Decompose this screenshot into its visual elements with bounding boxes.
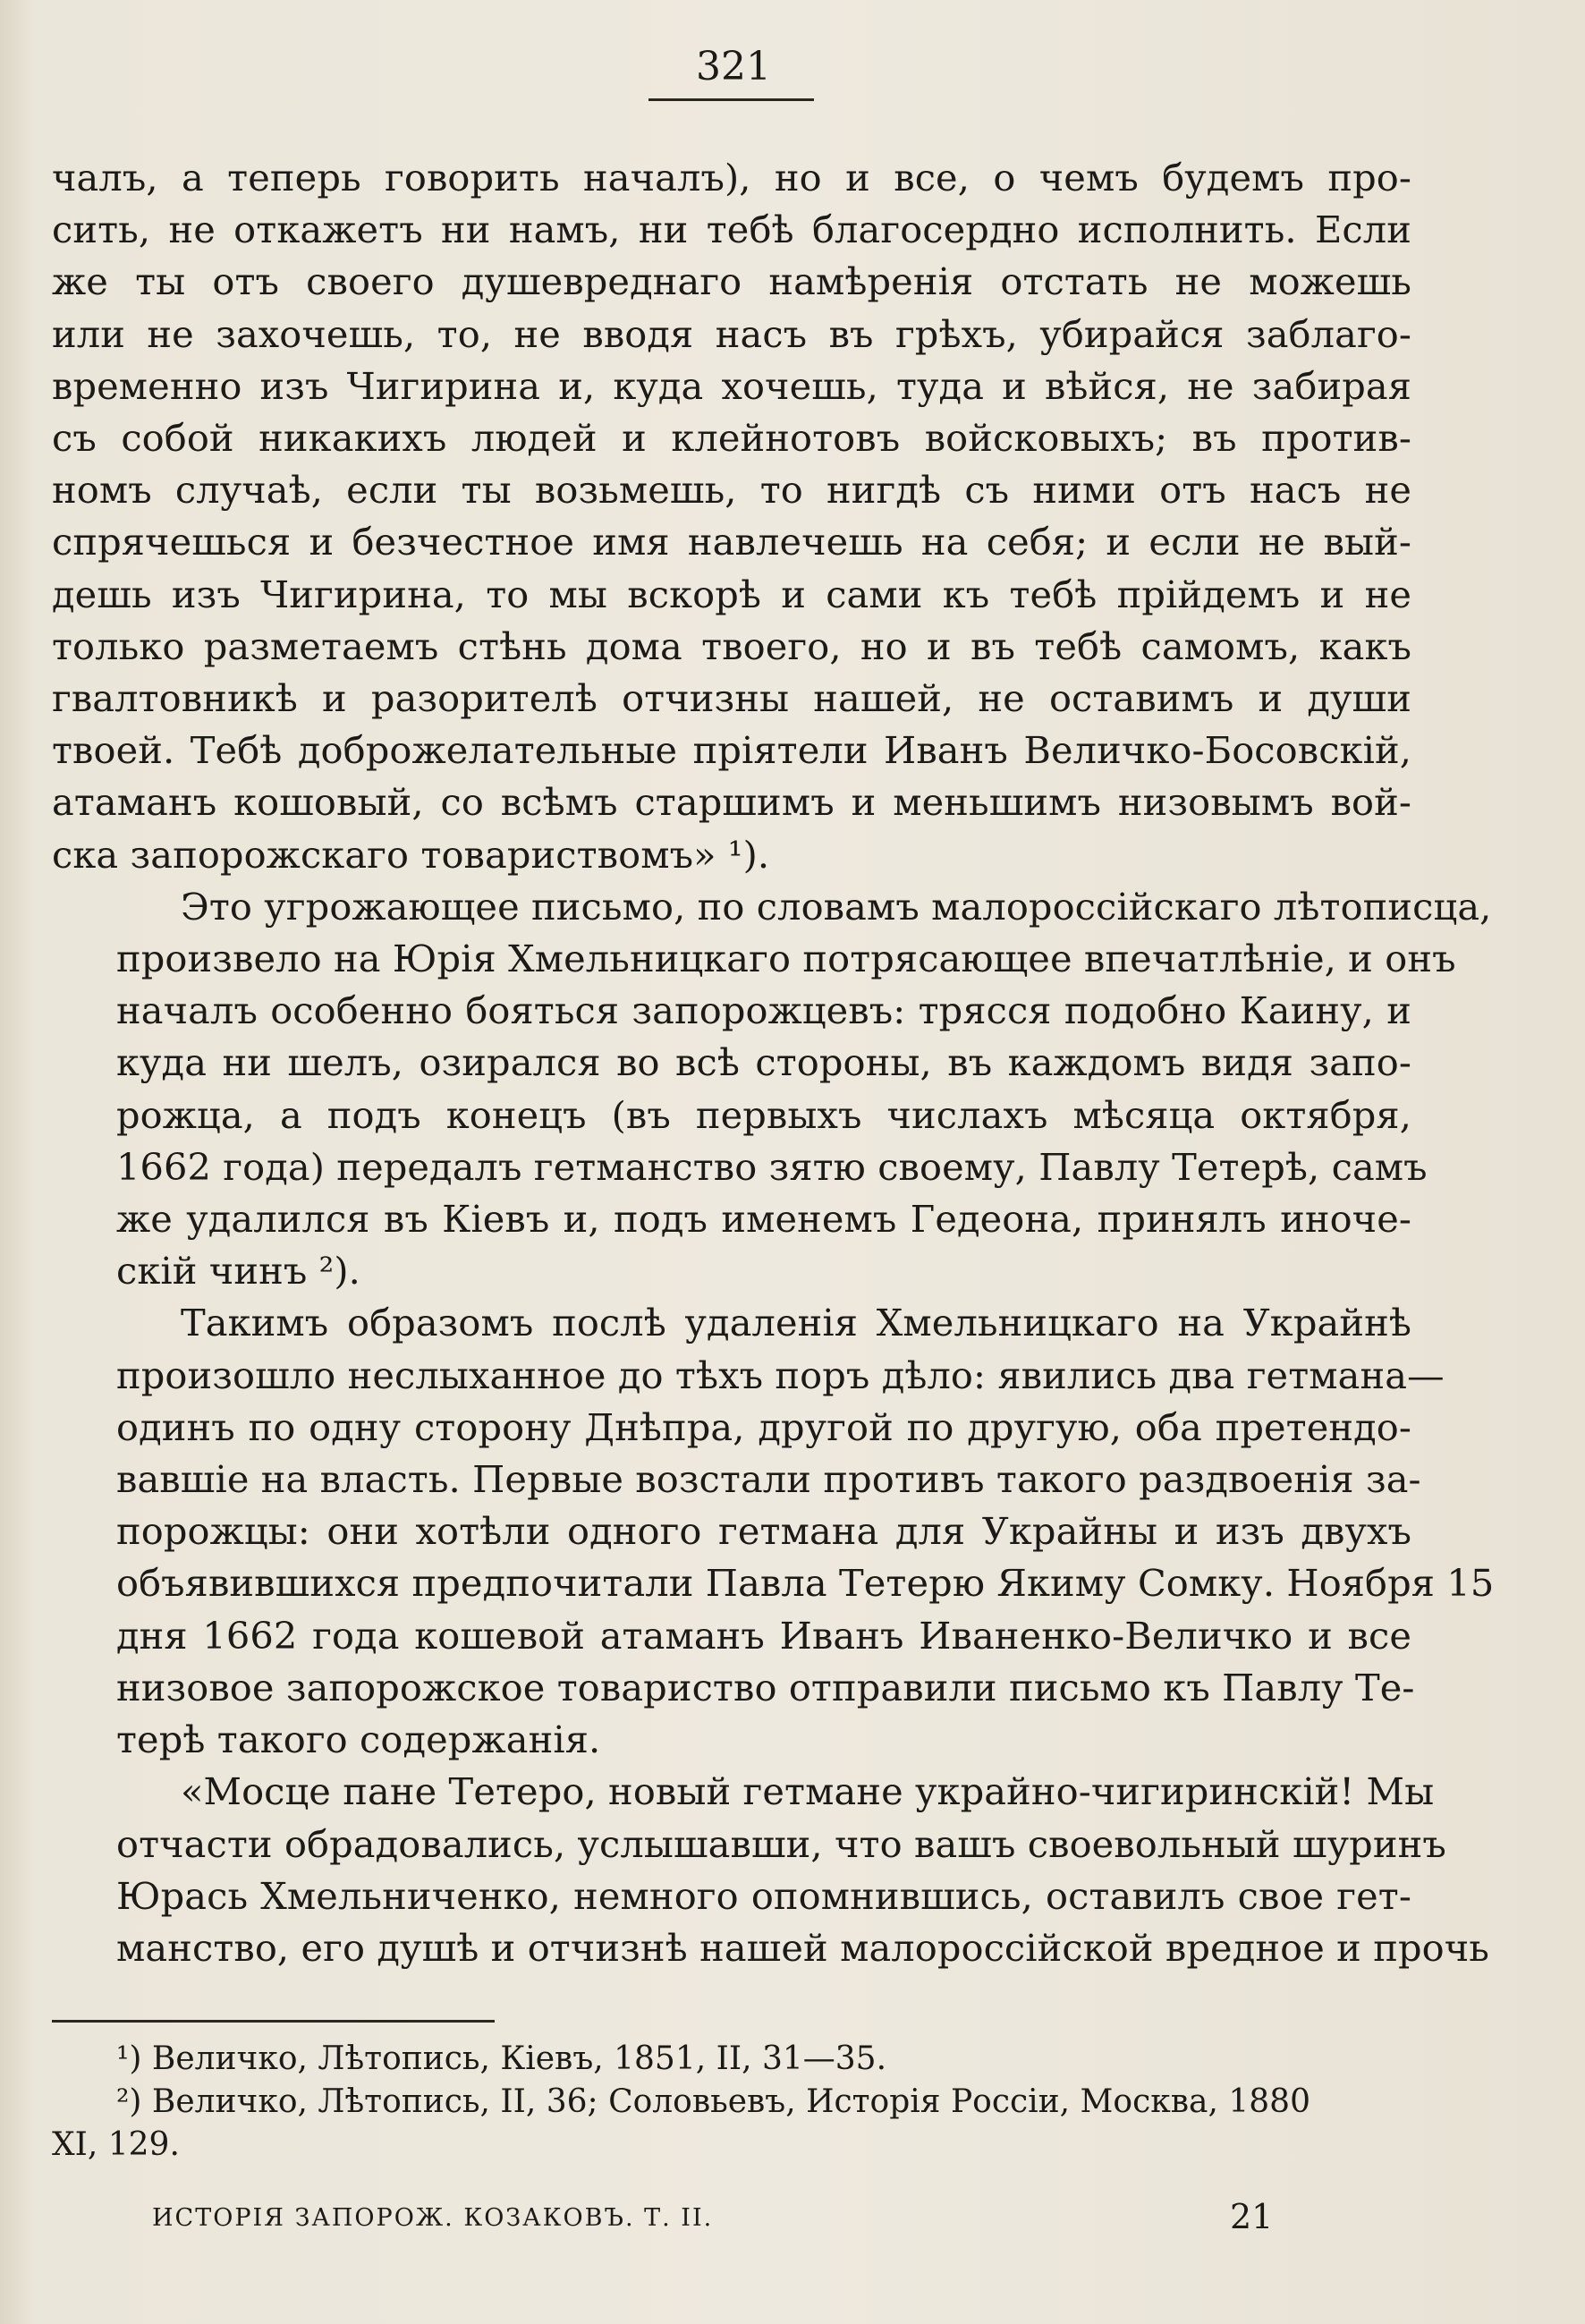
footnote-rule — [52, 2020, 495, 2023]
text-line: куда ни шелъ, озирался во всѣ стороны, въ каждомъ видя запо- — [116, 1040, 1411, 1085]
text-line: дня 1662 года кошевой атаманъ Иванъ Иваненко-Величко и все — [116, 1613, 1411, 1658]
text-line: атаманъ кошовый, со всѣмъ старшимъ и меньшимъ низовымъ вой- — [52, 780, 1411, 825]
text-line: объявившихся предпочитали Павла Тетерю Якиму Сомку. Ноября 15 — [116, 1561, 1495, 1606]
footnote-1: ¹) Величко, Лѣтопись, Кіевъ, 1851, II, 31—35. — [116, 2040, 887, 2077]
paragraph — [52, 1297, 1495, 1766]
text-line: сить, не откажетъ ни намъ, ни тебѣ благосердно исполнить. Если — [52, 208, 1411, 252]
text-line: номъ случаѣ, если ты возьмешь, то нигдѣ съ ними отъ насъ не — [52, 468, 1411, 513]
text-line: произвело на Юрія Хмельницкаго потрясающее впечатлѣніе, и онъ — [116, 937, 1456, 981]
text-line: съ собой никакихъ людей и клейнотовъ войсковыхъ; въ против- — [52, 416, 1411, 461]
signature-line: ИСТОРІЯ ЗАПОРОЖ. КОЗАКОВЪ. Т. II. — [152, 2204, 714, 2232]
text-line: скій чинъ ²). — [116, 1249, 360, 1293]
text-line: твоей. Тебѣ доброжелательные пріятели Иванъ Величко-Босовскій, — [52, 728, 1411, 773]
text-line: Юрась Хмельниченко, немного опомнившись, оставилъ свое гет- — [116, 1873, 1411, 1918]
text-line: терѣ такого содержанія. — [116, 1718, 601, 1762]
paragraph — [52, 881, 1492, 1298]
text-line: порожцы: они хотѣли одного гетмана для Украйны и изъ двухъ — [116, 1509, 1411, 1554]
text-line: произошло неслыханное до тѣхъ поръ дѣло: явились два гетмана— — [116, 1353, 1445, 1397]
page-number: 321 — [696, 44, 771, 89]
text-line: ска запорожскаго товариствомъ» ¹). — [52, 832, 770, 877]
text-line: Это угрожающее письмо, по словамъ малороссійскаго лѣтописца, — [181, 884, 1492, 929]
text-line: началъ особенно бояться запорожцевъ: трясся подобно Каину, и — [116, 988, 1411, 1033]
text-line: манство, его душѣ и отчизнѣ нашей малороссійской вредное и прочь — [116, 1925, 1489, 1970]
text-line: спрячешься и безчестное имя навлечешь на себя; и если не вый- — [52, 520, 1411, 564]
text-line: Такимъ образомъ послѣ удаленія Хмельницкаго на Украйнѣ — [181, 1301, 1411, 1345]
text-line: «Мосце пане Тетеро, новый гетмане украйно-чигиринскій! Мы — [181, 1769, 1435, 1814]
text-line: или не захочешь, то, не вводя насъ въ грѣхъ, убирайся заблаго- — [52, 311, 1411, 356]
footnotes — [52, 2038, 1411, 2167]
text-line: одинъ по одну сторону Днѣпра, другой по другую, оба претендо- — [116, 1404, 1411, 1449]
page-number-rule — [648, 98, 814, 101]
text-line: же ты отъ своего душевреднаго намѣренія отстать не можешь — [52, 259, 1411, 304]
body-text — [52, 152, 1495, 1974]
text-line: только разметаемъ стѣнь дома твоего, но и въ тебѣ самомъ, какъ — [52, 623, 1411, 668]
footnote-2: ²) Величко, Лѣтопись, II, 36; Соловьевъ, Исторія Россіи, Москва, 1880 — [116, 2083, 1310, 2120]
text-line: чалъ, а теперь говорить началъ), но и все, о чемъ будемъ про- — [52, 156, 1411, 199]
text-line: рожца, а подъ конецъ (въ первыхъ числахъ мѣсяца октября, — [116, 1092, 1411, 1137]
sheet-number: 21 — [1230, 2197, 1274, 2236]
text-line: низовое запорожское товариство отправили письмо къ Павлу Те- — [116, 1665, 1415, 1709]
text-line: отчасти обрадовались, услышавши, что вашъ своевольный шуринъ — [116, 1821, 1446, 1866]
paragraph — [52, 152, 1411, 881]
text-line: дешь изъ Чигирина, то мы вскорѣ и сами къ тебѣ прійдемъ и не — [52, 572, 1411, 616]
footnote-2-continuation: XI, 129. — [52, 2126, 180, 2163]
text-line: вавшіе на власть. Первые возстали противъ такого раздвоенія за- — [116, 1457, 1421, 1502]
text-line: временно изъ Чигирина и, куда хочешь, туда и вѣйся, не забирая — [52, 363, 1411, 408]
text-line: же удалился въ Кіевъ и, подъ именемъ Гедеона, принялъ иноче- — [116, 1197, 1411, 1242]
text-line: гвалтовникѣ и разорителѣ отчизны нашей, не оставимъ и души — [52, 676, 1411, 721]
text-line: 1662 года) передалъ гетманство зятю своему, Павлу Тетерѣ, самъ — [116, 1144, 1428, 1189]
paragraph — [52, 1766, 1489, 1974]
